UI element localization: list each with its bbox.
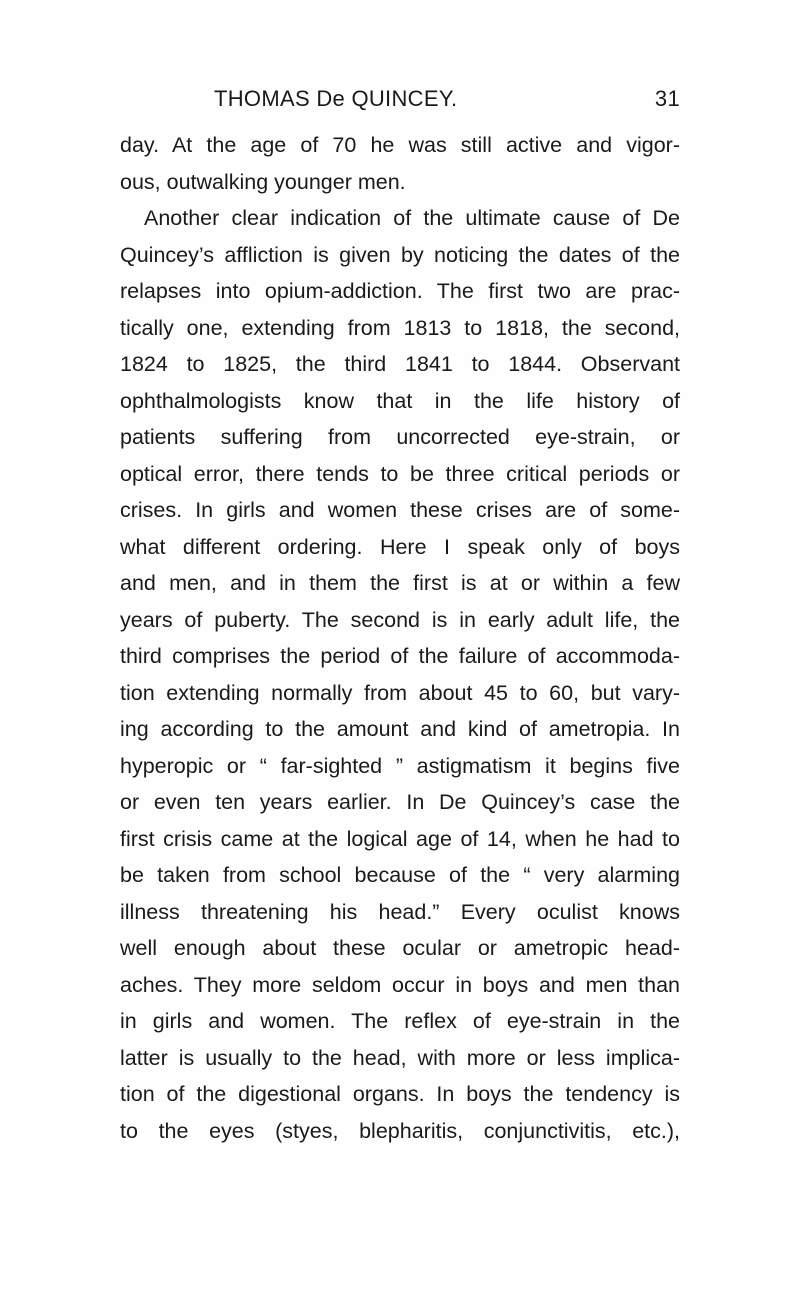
text-line: illness threatening his head.” Every oculist knows [120, 899, 680, 924]
text-line: Another clear indication of the ultimate cause of De [144, 206, 680, 230]
text-line: tically one, extending from 1813 to 1818, the second, [120, 315, 680, 340]
text-line: relapses into opium-addiction. The first two are prac- [120, 279, 680, 303]
running-title: THOMAS De QUINCEY. [214, 86, 458, 111]
text-line: well enough about these ocular or ametropic head- [120, 936, 680, 960]
text-line: Quincey’s affliction is given by noticing the dates of the [120, 242, 680, 267]
text-line: what different ordering. Here I speak only of boys [120, 534, 680, 559]
text-line: ophthalmologists know that in the life history of [120, 388, 680, 413]
text-line: in girls and women. The reflex of eye-strain in the [120, 1009, 680, 1033]
text-line: tion extending normally from about 45 to 60, but vary- [120, 680, 680, 705]
text-line: and men, and in them the first is at or within a few [120, 571, 680, 595]
text-line: aches. They more seldom occur in boys and men than [120, 972, 680, 997]
text-line: day. At the age of 70 he was still active and vigor- [120, 133, 680, 157]
body-text [120, 127, 680, 1149]
text-line: or even ten years earlier. In De Quincey’s case the [120, 790, 680, 814]
text-line: to the eyes (styes, blepharitis, conjunctivitis, etc.), [120, 1118, 680, 1143]
text-line: patients suffering from uncorrected eye-strain, or [120, 425, 680, 449]
text-line: crises. In girls and women these crises are of some- [120, 498, 680, 522]
text-line: 1824 to 1825, the third 1841 to 1844. Observant [120, 352, 680, 376]
text-line: third comprises the period of the failure of accommoda- [120, 644, 680, 668]
text-line: years of puberty. The second is in early adult life, the [120, 607, 680, 632]
text-line: latter is usually to the head, with more or less implica- [120, 1045, 680, 1070]
text-line: optical error, there tends to be three critical periods or [120, 461, 680, 486]
text-line: hyperopic or “ far-sighted ” astigmatism it begins five [120, 753, 680, 778]
running-head [120, 86, 680, 122]
page-number: 31 [654, 86, 680, 111]
text-line: ing according to the amount and kind of ametropia. In [120, 717, 680, 741]
text-line: ous, outwalking younger men. [120, 169, 406, 194]
text-line: first crisis came at the logical age of 14, when he had to [120, 826, 680, 851]
text-line: tion of the digestional organs. In boys the tendency is [120, 1082, 680, 1106]
text-line: be taken from school because of the “ very alarming [120, 863, 680, 887]
